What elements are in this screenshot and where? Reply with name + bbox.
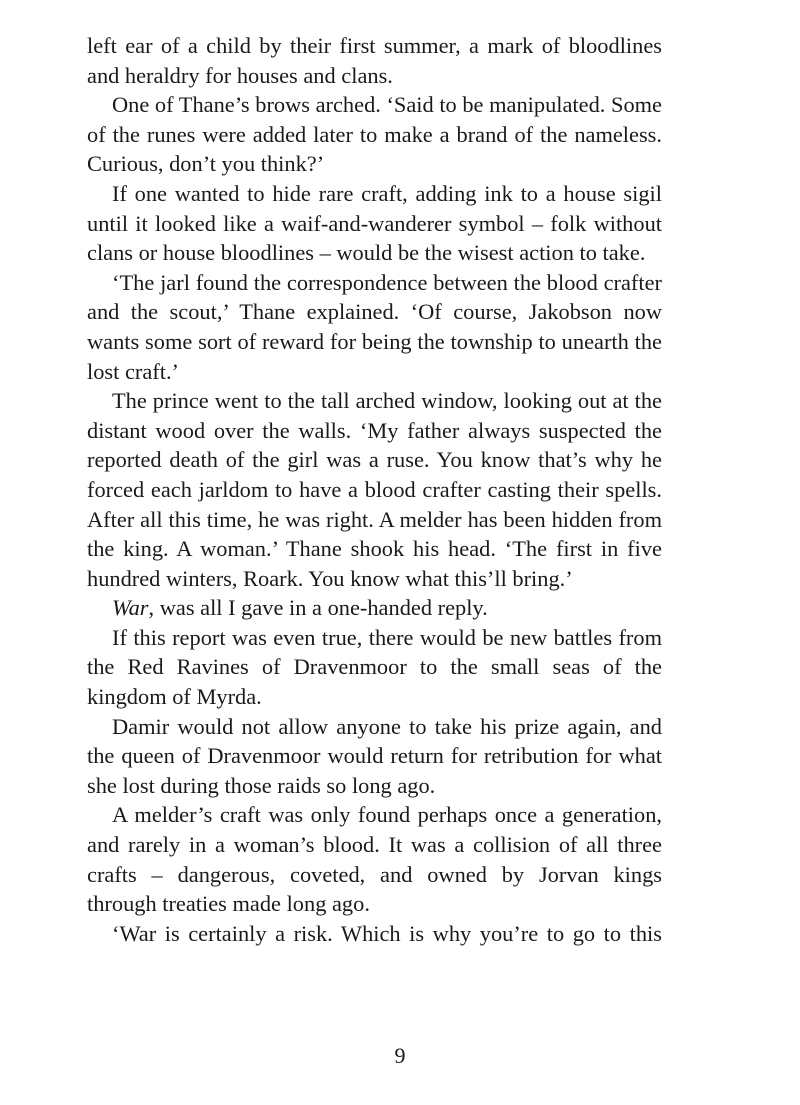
paragraph: If this report was even true, there would be new battles from the Red Ravines of Dravenmoor to the small seas of the kingdom of Myrda. <box>87 624 662 710</box>
paragraph: ‘War is certainly a risk. Which is why you’re to go to this <box>112 920 662 946</box>
italic-word: War <box>112 595 149 621</box>
paragraph-war-reply <box>87 593 662 623</box>
page-number: 9 <box>394 1043 406 1068</box>
paragraph: Damir would not allow anyone to take his prize again, and the queen of Dravenmoor would return for retribution for what she lost during those raids so long ago. <box>87 713 662 798</box>
paragraph: ‘The jarl found the correspondence between the blood crafter and the scout,’ Thane explained. ‘Of course, Jakobson now wants some sort of reward for being the township to unearth the lost craft.’ <box>87 269 662 384</box>
paragraph-text: , was all I gave in a one-handed reply. <box>148 595 488 621</box>
paragraph: If one wanted to hide rare craft, adding ink to a house sigil until it looked like a waif-and-wanderer symbol – folk without clans or house bloodlines – would be the wisest action to take. <box>87 180 662 266</box>
paragraph: One of Thane’s brows arched. ‘Said to be manipulated. Some of the runes were added later to make a brand of the nameless. Curious, don’t you think?’ <box>87 92 662 177</box>
body-text <box>87 31 662 948</box>
paragraph: left ear of a child by their first summer, a mark of bloodlines and heraldry for houses and clans. <box>87 33 662 88</box>
paragraph: The prince went to the tall arched window, looking out at the distant wood over the walls. ‘My father always suspected the reported death of the girl was a ruse. You know that’s why he forced each jarldom to have a blood crafter casting their spells. After all this time, he was right. A melder has been hidden from the king. A woman.’ Thane shook his head. ‘The first in five hundred winters, Roark. You know what this’ll bring.’ <box>87 388 662 591</box>
paragraph: A melder’s craft was only found perhaps once a generation, and rarely in a woman’s blood. It was a collision of all three crafts – dangerous, coveted, and owned by Jorvan kings through treaties made long ago. <box>87 802 662 917</box>
